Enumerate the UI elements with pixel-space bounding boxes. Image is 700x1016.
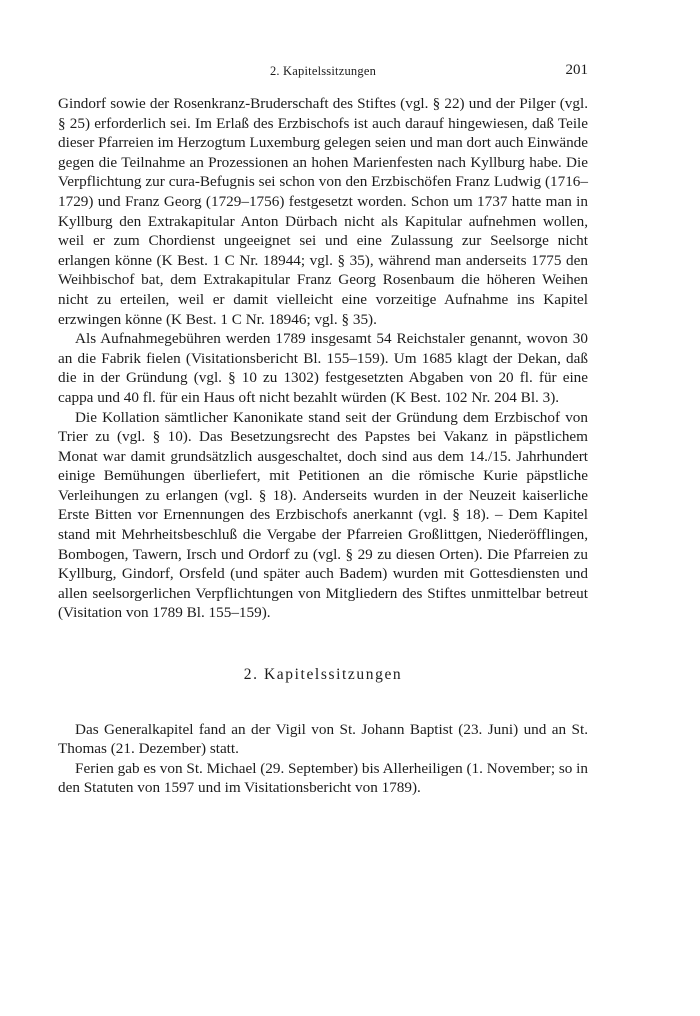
running-head-title: 2. Kapitelssitzungen bbox=[269, 64, 377, 78]
paragraph: Das Generalkapitel fand an der Vigil von St. Johann Baptist (23. Juni) und an St. Thomas (21. Dezember) statt. bbox=[58, 720, 588, 758]
paragraph: Ferien gab es von St. Michael (29. September) bis Allerheiligen (1. November; so in den Statuten von 1597 und im Visitationsbericht von 1789). bbox=[58, 759, 588, 797]
paragraph: Gindorf sowie der Rosenkranz-Bruderschaft des Stiftes (vgl. § 22) und der Pilger (vgl. § 25) erforderlich sei. Im Erlaß des Erzbischofs ist auch darauf hingewiesen, daß Teile dieser Pfarreien im Herzogtum Luxemburg gelegen seien und man dort auch Einwände gegen die Teilnahme an Prozessionen an hohen Marienfesten nach Kyllburg habe. Die Verpflichtung zur cura-Befugnis sei schon von den Erzbischöfen Franz Ludwig (1716–1729) und Franz Georg (1729–1756) festgesetzt worden. Schon um 1737 hatte man in Kyllburg den Extrakapitular Anton Dürbach nicht als Kapitular aufnehmen wollen, weil er zum Chordienst ungeeignet sei und eine Zulassung zur Seelsorge nicht erlangen könne (K Best. 1 C Nr. 18944; vgl. § 35), während man anderseits 1775 den Weihbischof bat, dem Extrakapitular Franz Georg Rosenbaum die höheren Weihen nicht zu erteilen, weil er damit vielleicht eine vorzeitige Aufnahme ins Kapitel erzwingen könne (K Best. 1 C Nr. 18946; vgl. § 35). bbox=[58, 95, 588, 328]
body-text bbox=[58, 94, 588, 798]
paragraph: Die Kollation sämtlicher Kanonikate stand seit der Gründung dem Erzbischof von Trier zu (vgl. § 10). Das Besetzungsrecht des Papstes bei Vakanz in päpstlichem Monat war damit grundsätzlich ausgeschaltet, doch sind aus dem 14./15. Jahrhundert einige Bemühungen überliefert, mit Petitionen an die römische Kurie päpstliche Verleihungen zu erlangen (vgl. § 18). Anderseits wurden in der Neuzeit kaiserliche Erste Bitten vor Ernennungen des Erzbischofs anerkannt (vgl. § 18). – Dem Kapitel stand mit Mehrheitsbeschluß die Vergabe der Pfarreien Großlittgen, Niederöfflingen, Bombogen, Tawern, Irsch und Ordorf zu (vgl. § 29 zu diesen Orten). Die Pfarreien zu Kyllburg, Gindorf, Orsfeld (und später auch Badem) wurden mit Gottesdiensten und allen seelsorgerlichen Verpflichtungen von Mitgliedern des Stiftes unmittelbar betreut (Visitation von 1789 Bl. 155–159). bbox=[58, 408, 588, 622]
section-kapitelssitzungen bbox=[58, 665, 588, 798]
section-heading: 2. Kapitelssitzungen bbox=[243, 666, 403, 684]
page-number: 201 bbox=[565, 62, 588, 78]
running-head bbox=[58, 62, 588, 82]
paragraph: Als Aufnahmegebühren werden 1789 insgesamt 54 Reichstaler genannt, wovon 30 an die Fabrik fielen (Visitationsbericht Bl. 155–159). Um 1685 klagt der Dekan, daß die in der Gründung (vgl. § 10 zu 1302) festgesetzten Abgaben von 20 fl. für eine cappa und 40 fl. für ein Haus oft nicht bezahlt würden (K Best. 102 Nr. 204 Bl. 3). bbox=[58, 330, 588, 406]
